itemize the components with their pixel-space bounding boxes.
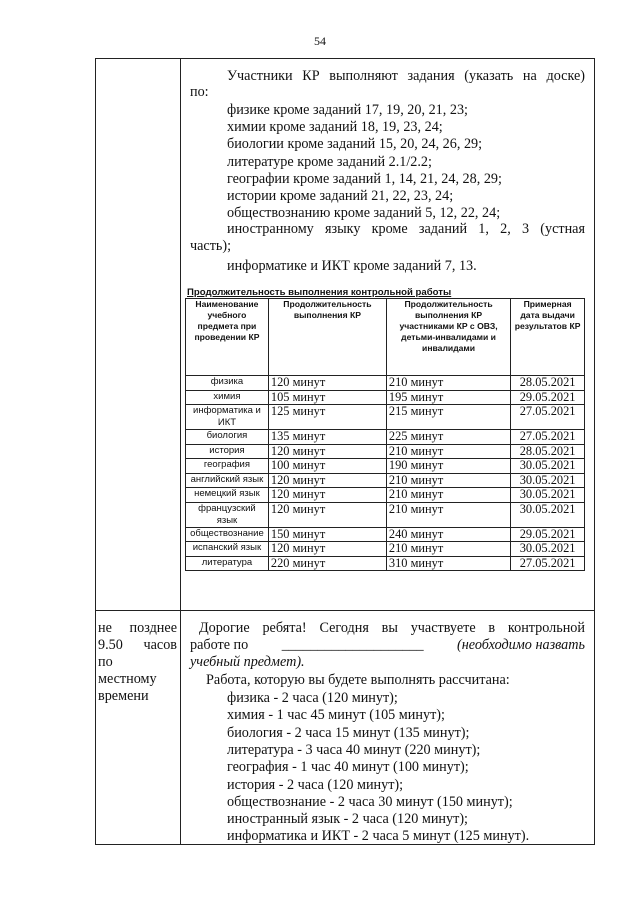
time-word: 9.50 [98,637,123,653]
time-word: не [98,620,112,636]
cell-subject: английский язык [186,473,269,488]
header-results-date: Примерная дата выдачи результатов КР [511,299,585,376]
table-row [186,405,585,430]
cell-date: 28.05.2021 [511,444,585,459]
foreign-language-line: иностранному языку кроме заданий 1, 2, 3 (устная [227,221,585,237]
cell-duration-ovz: 210 минут [386,542,510,557]
informatics-line: информатике и ИКТ кроме заданий 7, 13. [227,258,477,274]
speech-intro: Работа, которую вы будете выполнять рассчитана: [206,672,510,688]
cell-duration-ovz: 195 минут [386,390,510,405]
cell-duration: 120 минут [268,473,386,488]
subject-exclusion-line: биологии кроме заданий 15, 20, 24, 26, 29; [227,136,483,153]
cell-subject: обществознание [186,527,269,542]
duration-line: обществознание - 2 часа 30 минут (150 минут); [227,793,513,810]
table-row [186,444,585,459]
duration-line: биология - 2 часа 15 минут (135 минут); [227,724,470,741]
cell-date: 28.05.2021 [511,376,585,391]
duration-line: физика - 2 часа (120 минут); [227,690,398,706]
cell-date: 27.05.2021 [511,405,585,430]
cell-subject: литература [186,556,269,571]
cell-date: 27.05.2021 [511,430,585,445]
instructions-line1: Участники КР выполняют задания (указать на доске) [227,68,585,84]
time-cell [98,620,177,705]
time-line-5: времени [98,688,149,704]
cell-date: 30.05.2021 [511,542,585,557]
foreign-language-cont: часть); [190,238,232,254]
cell-subject: информатика и ИКТ [186,405,269,430]
cell-duration: 125 минут [268,405,386,430]
cell-duration: 120 минут [268,502,386,527]
duration-line: химия - 1 час 45 минут (105 минут); [227,707,445,724]
cell-date: 29.05.2021 [511,390,585,405]
header-duration-ovz: Продолжительность выполнения КР участниками КР с ОВЗ, детьми-инвалидами и инвалидами [386,299,510,376]
subject-exclusion-line: литературе кроме заданий 2.1/2.2; [227,153,432,170]
time-word: часов [143,637,177,653]
time-line-4: местному [98,671,157,687]
cell-date: 29.05.2021 [511,527,585,542]
cell-duration-ovz: 215 минут [386,405,510,430]
table-row [186,473,585,488]
table-row [186,459,585,474]
speech-line2-start: работе по [190,637,249,653]
cell-duration-ovz: 210 минут [386,488,510,503]
cell-date: 30.05.2021 [511,502,585,527]
speech-line2-hint: (необходимо назвать [457,637,585,653]
cell-subject: немецкий язык [186,488,269,503]
speech-line3 [190,654,305,671]
cell-duration: 220 минут [268,556,386,571]
subject-blank: ____________________ [281,637,424,653]
subject-exclusion-line: химии кроме заданий 18, 19, 23, 24; [227,119,443,136]
cell-duration: 150 минут [268,527,386,542]
table-row [186,556,585,571]
cell-date: 30.05.2021 [511,459,585,474]
header-subject: Наименование учебного предмета при проведении КР [186,299,269,376]
cell-subject: география [186,459,269,474]
duration-line: иностранный язык - 2 часа (120 минут); [227,811,468,828]
cell-duration: 120 минут [268,542,386,557]
cell-duration-ovz: 210 минут [386,473,510,488]
table-row [186,430,585,445]
instructions-line1-cont: по: [190,84,209,100]
cell-duration: 135 минут [268,430,386,445]
duration-line: информатика и ИКТ - 2 часа 5 минут (125 минут). [227,828,530,845]
cell-date: 30.05.2021 [511,473,585,488]
column-divider [180,58,181,845]
table-body [186,376,585,571]
page-number: 54 [314,34,326,48]
row-divider [95,610,595,611]
cell-subject: физика [186,376,269,391]
cell-duration: 120 минут [268,376,386,391]
time-word: позднее [129,620,177,636]
duration-line: история - 2 часа (120 минут); [227,776,404,793]
table-caption: Продолжительность выполнения контрольной работы [187,287,452,298]
cell-duration-ovz: 225 минут [386,430,510,445]
table-row [186,502,585,527]
duration-line: география - 1 час 40 минут (100 минут); [227,759,469,776]
cell-subject: химия [186,390,269,405]
time-line-3: по [98,654,113,670]
cell-duration-ovz: 210 минут [386,502,510,527]
duration-line: литература - 3 часа 40 минут (220 минут); [227,741,481,758]
subject-exclusion-line: географии кроме заданий 1, 14, 21, 24, 28, 29; [227,170,502,187]
duration-table [185,298,585,571]
cell-subject: французский язык [186,502,269,527]
time-line-2 [98,637,177,654]
table-row [186,376,585,391]
table-row [186,527,585,542]
speech-line3-hint: учебный предмет). [190,654,305,670]
subject-exclusion-line: физике кроме заданий 17, 19, 20, 21, 23; [227,102,468,118]
speech-line2 [190,637,585,654]
cell-duration: 105 минут [268,390,386,405]
subject-exclusion-line: истории кроме заданий 21, 22, 23, 24; [227,188,454,204]
cell-duration: 100 минут [268,459,386,474]
cell-duration: 120 минут [268,488,386,503]
table-row [186,390,585,405]
table-row [186,542,585,557]
cell-subject: испанский язык [186,542,269,557]
cell-subject: биология [186,430,269,445]
cell-subject: история [186,444,269,459]
subject-exclusion-line: обществознанию кроме заданий 5, 12, 22, 24; [227,205,501,222]
cell-duration-ovz: 240 минут [386,527,510,542]
cell-date: 27.05.2021 [511,556,585,571]
cell-duration-ovz: 190 минут [386,459,510,474]
table-row [186,488,585,503]
cell-duration-ovz: 310 минут [386,556,510,571]
header-duration: Продолжительность выполнения КР [268,299,386,376]
cell-duration-ovz: 210 минут [386,444,510,459]
cell-date: 30.05.2021 [511,488,585,503]
time-line-1 [98,620,177,637]
speech-line1: Дорогие ребята! Сегодня вы участвуете в контрольной [199,620,585,636]
cell-duration-ovz: 210 минут [386,376,510,391]
cell-duration: 120 минут [268,444,386,459]
